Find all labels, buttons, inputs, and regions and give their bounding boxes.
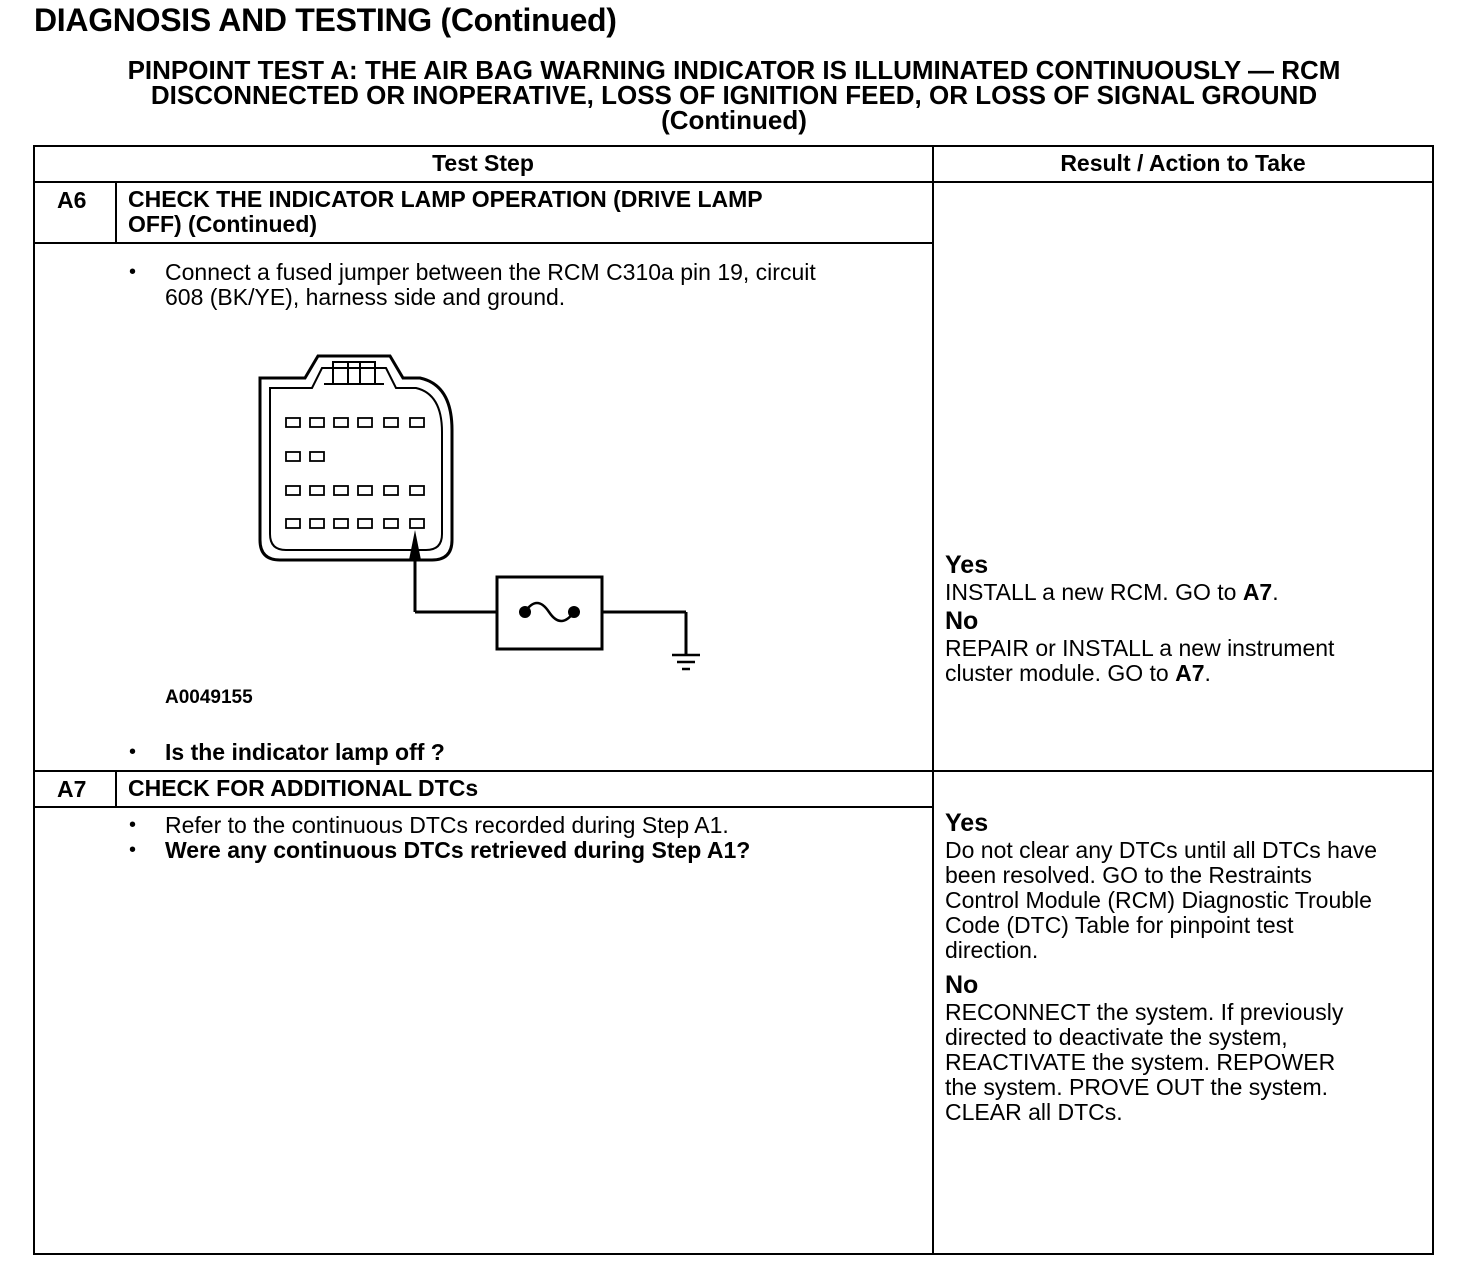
a7-title-divider bbox=[33, 806, 933, 808]
a7-bullet-refer-text: Refer to the continuous DTCs recorded during Step A1. bbox=[165, 812, 729, 838]
a7-yes-line2: been resolved. GO to the Restraints bbox=[945, 862, 1312, 888]
connector-c310a-icon bbox=[260, 356, 452, 560]
a6-result bbox=[945, 551, 1425, 686]
a7-yes-line3: Control Module (RCM) Diagnostic Trouble bbox=[945, 887, 1372, 913]
a6-yes-end: . bbox=[1272, 579, 1279, 605]
a7-yes-line1: Do not clear any DTCs until all DTCs have bbox=[945, 837, 1378, 863]
bullet-dot-icon: • bbox=[129, 814, 137, 836]
a7-no-label: No bbox=[945, 971, 979, 999]
step-title-a7: CHECK FOR ADDITIONAL DTCs bbox=[128, 775, 479, 801]
a7-question-text: Were any continuous DTCs retrieved during Step A1? bbox=[165, 837, 751, 863]
a6-yes-action: INSTALL a new RCM. GO to bbox=[945, 579, 1243, 605]
bullet-dot-icon: • bbox=[129, 741, 137, 763]
a6-yes-ref: A7 bbox=[1242, 579, 1273, 605]
header-divider bbox=[33, 181, 1434, 183]
a7-no-line3: REACTIVATE the system. REPOWER bbox=[945, 1049, 1336, 1075]
a7-yes-line4: Code (DTC) Table for pinpoint test bbox=[945, 912, 1294, 938]
pinpoint-line-1: PINPOINT TEST A: THE AIR BAG WARNING INDICATOR IS ILLUMINATED CONTINUOUSLY — RCM bbox=[127, 55, 1341, 85]
a6-bullet-connect-text bbox=[165, 260, 816, 310]
table-border-left bbox=[33, 145, 35, 1255]
step-id-a7: A7 bbox=[57, 776, 87, 802]
a7-bullet-refer bbox=[129, 813, 919, 839]
ground-icon bbox=[672, 655, 700, 669]
connector-pins bbox=[286, 418, 424, 528]
step-title-a6 bbox=[128, 187, 928, 237]
a6-no-end: . bbox=[1204, 660, 1211, 686]
table-border-bottom bbox=[33, 1253, 1434, 1255]
row-divider bbox=[33, 770, 1434, 772]
pinpoint-line-2: DISCONNECTED OR INOPERATIVE, LOSS OF IGNITION FEED, OR LOSS OF SIGNAL GROUND bbox=[150, 80, 1318, 110]
step-id-a6: A6 bbox=[57, 187, 87, 213]
page-title: DIAGNOSIS AND TESTING (Continued) bbox=[34, 2, 617, 38]
a6-no-ref: A7 bbox=[1175, 660, 1205, 686]
a6-bullet-connect-line1: Connect a fused jumper between the RCM C310a pin 19, circuit bbox=[165, 259, 816, 285]
a6-no-line1: REPAIR or INSTALL a new instrument bbox=[945, 635, 1335, 661]
connector-diagram bbox=[256, 352, 716, 682]
figure-id-label: A0049155 bbox=[165, 687, 253, 708]
a6-bullet-question bbox=[129, 740, 919, 766]
table-border-right bbox=[1432, 145, 1434, 1255]
a6-bullet-connect bbox=[129, 260, 919, 312]
pinpoint-test-table bbox=[33, 145, 1434, 1255]
a6-yes-text bbox=[945, 580, 1425, 605]
a7-yes-line5: direction. bbox=[945, 937, 1039, 963]
fuse-icon bbox=[497, 577, 602, 649]
step-title-a6-line1: CHECK THE INDICATOR LAMP OPERATION (DRIVE LAMP bbox=[128, 186, 763, 212]
a6-no-label: No bbox=[945, 607, 979, 635]
a7-no-line5: CLEAR all DTCs. bbox=[945, 1099, 1123, 1125]
pinpoint-test-title bbox=[34, 55, 1434, 135]
a6-title-divider bbox=[33, 242, 933, 244]
step-title-a6-line2: OFF) (Continued) bbox=[128, 211, 318, 237]
pinpoint-line-3: (Continued) bbox=[661, 105, 807, 135]
a7-id-divider bbox=[115, 770, 117, 807]
a7-no-line2: directed to deactivate the system, bbox=[945, 1024, 1288, 1050]
a7-no-line4: the system. PROVE OUT the system. bbox=[945, 1074, 1329, 1100]
a7-bullet-question bbox=[129, 838, 919, 864]
a7-result bbox=[945, 809, 1429, 1125]
column-divider bbox=[932, 145, 934, 1255]
a7-no-line1: RECONNECT the system. If previously bbox=[945, 999, 1344, 1025]
a7-yes-label: Yes bbox=[945, 809, 989, 837]
header-result-action: Result / Action to Take bbox=[1060, 150, 1306, 176]
a6-bullet-connect-line2: 608 (BK/YE), harness side and ground. bbox=[165, 284, 566, 310]
bullet-dot-icon: • bbox=[129, 839, 137, 861]
a6-yes-label: Yes bbox=[945, 551, 989, 579]
a6-no-line2 bbox=[945, 661, 1425, 686]
a6-no-action: cluster module. GO to bbox=[945, 660, 1176, 686]
a6-id-divider bbox=[115, 181, 117, 243]
header-test-step: Test Step bbox=[432, 150, 534, 176]
table-border-top bbox=[33, 145, 1434, 147]
a6-question-text: Is the indicator lamp off ? bbox=[165, 739, 445, 765]
bullet-dot-icon: • bbox=[129, 261, 137, 283]
